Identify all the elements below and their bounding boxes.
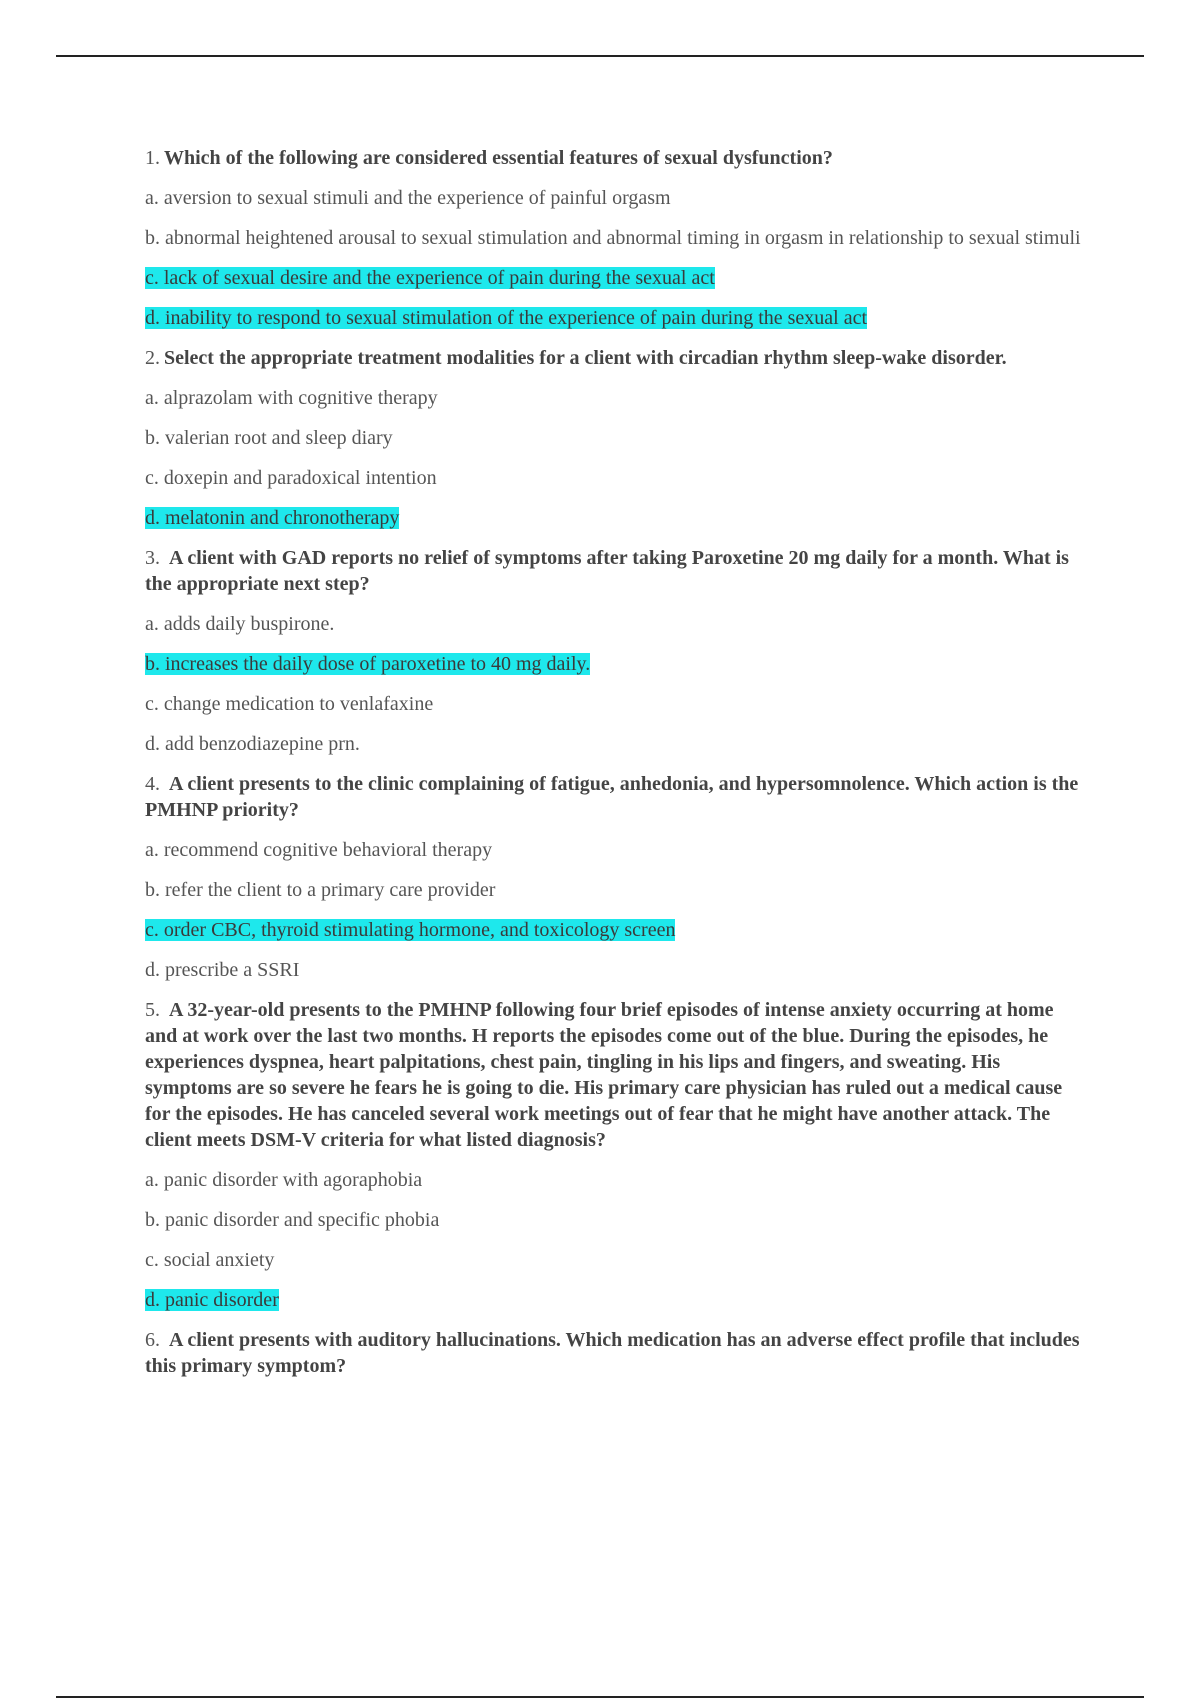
question-3-stem [145,545,1085,597]
option-text: c. change medication to venlafaxine [145,693,434,715]
question-number: 4. [145,773,160,795]
answer-option [145,731,1085,757]
question-number: 5. [145,999,160,1021]
option-text: a. aversion to sexual stimuli and the experience of painful orgasm [145,187,671,209]
option-text: d. add benzodiazepine prn. [145,733,360,755]
answer-option [145,185,1085,211]
question-3 [145,545,1085,757]
option-text: a. recommend cognitive behavioral therapy [145,839,493,861]
answer-option [145,611,1085,637]
answer-option [145,837,1085,863]
question-text: A client with GAD reports no relief of symptoms after taking Paroxetine 20 mg daily for a month. What is the appropriate next step? [145,547,1069,595]
answer-option [145,1167,1085,1193]
answer-option [145,1247,1085,1273]
option-text: a. alprazolam with cognitive therapy [145,387,438,409]
question-2-stem [145,345,1085,371]
question-1 [145,145,1085,331]
option-text: c. doxepin and paradoxical intention [145,467,437,489]
option-text: b. valerian root and sleep diary [145,427,393,449]
option-text: a. panic disorder with agoraphobia [145,1169,423,1191]
question-number: 2. [145,347,160,369]
answer-option-highlighted [145,265,1085,291]
option-text: c. social anxiety [145,1249,275,1271]
answer-option [145,1207,1085,1233]
question-text: Which of the following are considered essential features of sexual dysfunction? [164,147,833,169]
option-text: d. melatonin and chronotherapy [145,507,400,529]
option-text: b. panic disorder and specific phobia [145,1209,440,1231]
top-rule [56,55,1144,57]
question-text: Select the appropriate treatment modalities for a client with circadian rhythm sleep-wake disorder. [164,347,1007,369]
bottom-rule [56,1696,1144,1698]
option-text: d. prescribe a SSRI [145,959,300,981]
question-4-stem [145,771,1085,823]
option-text: a. adds daily buspirone. [145,613,335,635]
option-text: b. abnormal heightened arousal to sexual stimulation and abnormal timing in orgasm in relationship to sexual stimuli [145,227,1081,249]
answer-option [145,385,1085,411]
question-text: A client presents with auditory hallucinations. Which medication has an adverse effect profile that includes this primary symptom? [145,1329,1080,1377]
answer-option [145,425,1085,451]
option-text: d. panic disorder [145,1289,279,1311]
question-4 [145,771,1085,983]
question-text: A client presents to the clinic complaining of fatigue, anhedonia, and hypersomnolence. Which action is the PMHNP priority? [145,773,1079,821]
question-2 [145,345,1085,531]
question-number: 1. [145,147,160,169]
question-6 [145,1327,1085,1379]
question-6-stem [145,1327,1085,1379]
question-number: 3. [145,547,160,569]
answer-option-highlighted [145,305,1085,331]
answer-option [145,691,1085,717]
answer-option-highlighted [145,917,1085,943]
option-text: b. increases the daily dose of paroxetine to 40 mg daily. [145,653,591,675]
question-text: A 32-year-old presents to the PMHNP following four brief episodes of intense anxiety occurring at home and at work over the last two months. H reports the episodes come out of the blue. During the episodes, he experiences dyspnea, heart palpitations, chest pain, tingling in his lips and fingers, and sweating. His symptoms are so severe he fears he is going to die. His primary care physician has ruled out a medical cause for the episodes. He has canceled several work meetings out of fear that he might have another attack. The client meets DSM-V criteria for what listed diagnosis? [145,999,1063,1151]
question-1-stem [145,145,1085,171]
question-5 [145,997,1085,1313]
quiz-content [145,145,1085,1393]
question-number: 6. [145,1329,160,1351]
answer-option-highlighted [145,651,1085,677]
answer-option [145,957,1085,983]
answer-option-highlighted [145,505,1085,531]
answer-option [145,465,1085,491]
question-5-stem [145,997,1085,1153]
answer-option [145,877,1085,903]
answer-option-highlighted [145,1287,1085,1313]
option-text: b. refer the client to a primary care provider [145,879,496,901]
answer-option [145,225,1085,251]
option-text: c. order CBC, thyroid stimulating hormone, and toxicology screen [145,919,676,941]
option-text: c. lack of sexual desire and the experience of pain during the sexual act [145,267,715,289]
option-text: d. inability to respond to sexual stimulation of the experience of pain during the sexual act [145,307,868,329]
